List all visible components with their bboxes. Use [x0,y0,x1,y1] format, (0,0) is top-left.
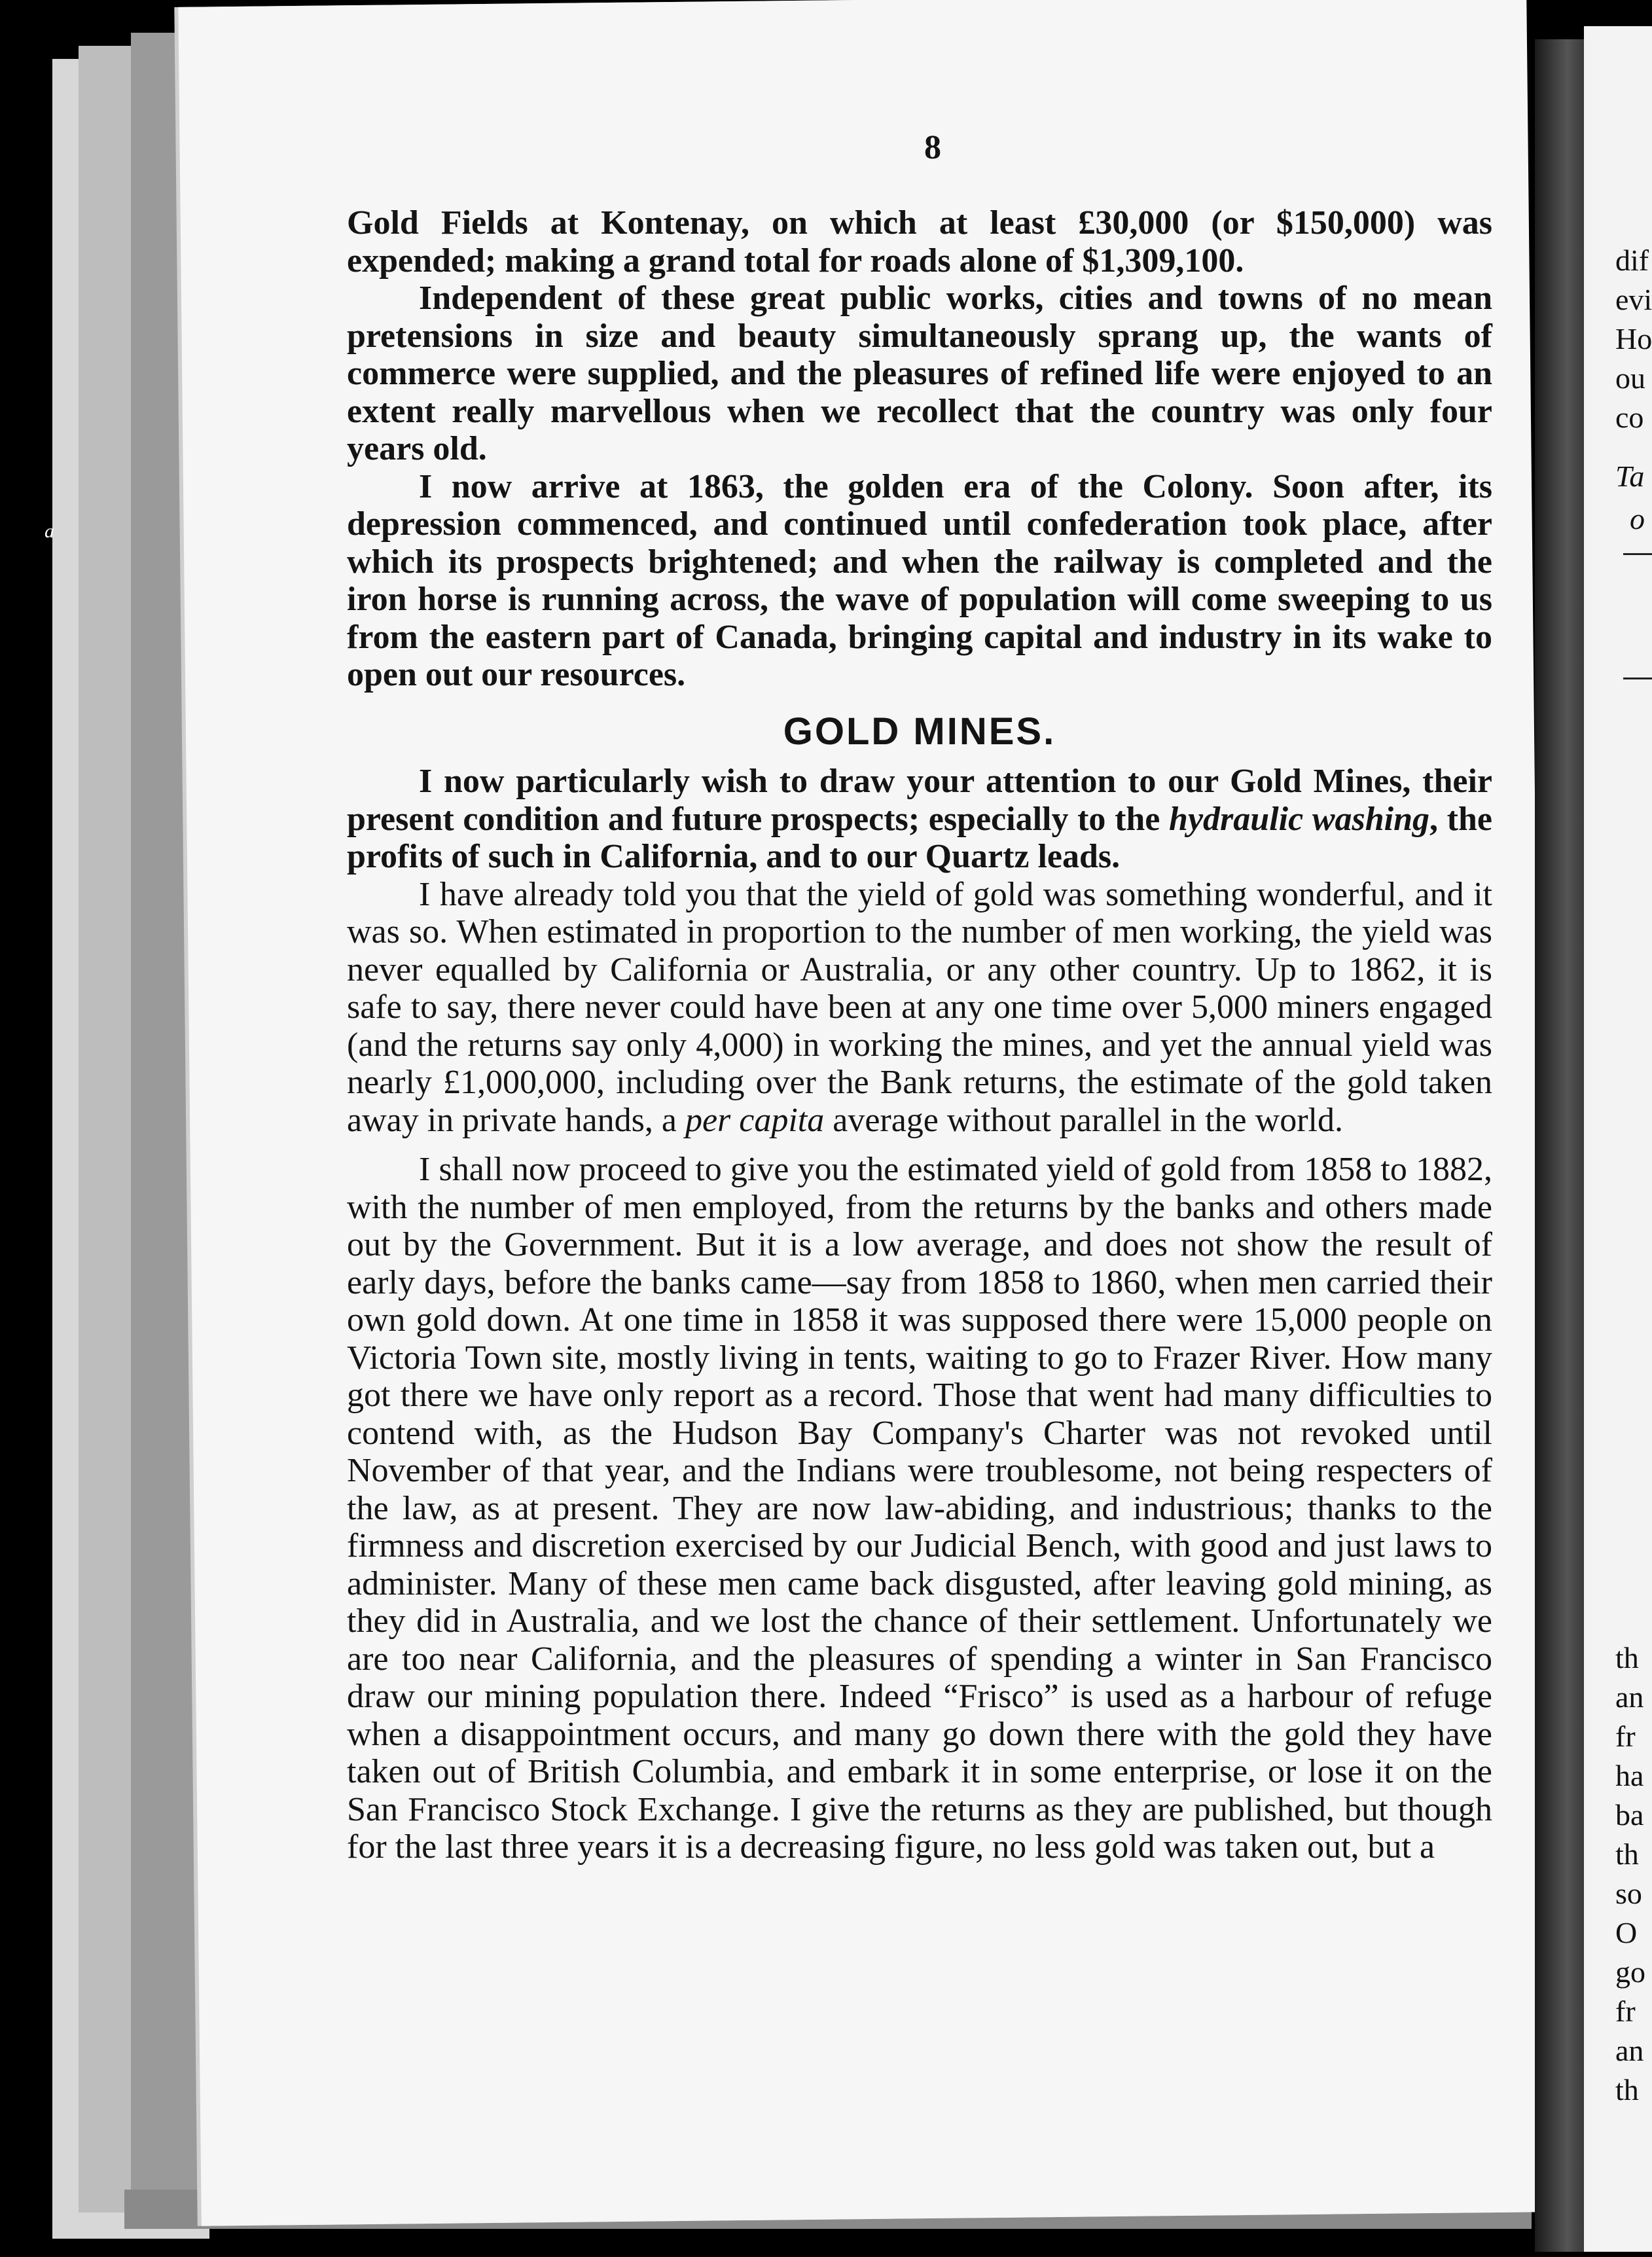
facing-fragment: ou [1615,361,1645,395]
facing-fragment-italic: Ta [1615,460,1645,493]
facing-fragment: go [1615,1955,1645,1989]
section-heading: GOLD MINES. [783,710,1056,753]
margin-mark: a [45,520,54,542]
paragraph-roads-total: Gold Fields at Kontenay, on which at least £30,000 (or $150,000) was expended; making a grand total for roads alone of $1,309,100. [347,204,1492,280]
facing-fragment: fr [1615,1720,1636,1753]
page-content [347,131,1492,1866]
facing-fragment: th [1615,2073,1639,2106]
paragraph-gold-yield [347,876,1492,1140]
facing-fragment: th [1615,1837,1639,1871]
facing-fragment: ha [1615,1759,1644,1792]
page-number: 8 [924,129,941,166]
facing-fragment: ba [1615,1798,1644,1832]
paragraph-golden-era: I now arrive at 1863, the golden era of the Colony. Soon after, its depression commenced, and continued until confederation took place, after which its prospects brightened; and when the railway is completed and the iron horse is running across, the wave of population will come sweeping to us from the eastern part of Canada, bringing capital and industry in its wake to open out our resources. [347,467,1492,693]
yield-text-end: average without parallel in the world. [824,1101,1343,1139]
intro-text-end: , the profits of such in California, and to our Quartz leads. [347,800,1492,876]
facing-fragment: an [1615,1680,1644,1714]
facing-rule [1623,553,1652,555]
facing-fragment: an [1615,2034,1644,2067]
facing-rule [1623,677,1652,679]
yield-italic-term: per capita [685,1101,825,1139]
intro-text-start: I now particularly wish to draw your attention to our Gold Mines, their present condition and future prospects; especially to the [347,763,1492,838]
facing-fragment: th [1615,1641,1639,1674]
paragraph-gold-mines-intro [347,763,1492,876]
facing-fragment: co [1615,401,1644,434]
paragraph-estimated-yield: I shall now proceed to give you the estimated yield of gold from 1858 to 1882, with the number of men employed, from the returns by the banks and others made out by the Government. But it is a low average, and does not show the result of early days, before the banks came—say from 1858 to 1860, when men carried their own gold down. At one time in 1858 it was supposed there were 15,000 people on Victoria Town site, mostly living in tents, waiting to go to Frazer River. How many got there we have only report as a record. Those that went had many difficulties to contend with, as the Hudson Bay Company's Charter was not revoked until November of that year, and the Indians were troublesome, not being respecters of the law, as at present. They are now law-abiding, and industrious; thanks to the firmness and discretion exercised by our Judicial Bench, with good and just laws to administer. Many of these men came back disgusted, after leaving gold mining, as they did in Australia, and we lost the chance of their settlement. Unfortunately we are too near California, and the pleasures of spending a winter in San Francisco draw our mining population there. Indeed “Frisco” is used as a harbour of refuge when a disappointment occurs, and many go down there with the gold they have taken out of British Columbia, and embark it in some enterprise, or lose it on the San Francisco Stock Exchange. I give the returns as they are published, but though for the last three years it is a decreasing figure, no less gold was taken out, but a [347,1151,1492,1866]
facing-fragment: so [1615,1877,1642,1910]
facing-fragment: dif [1615,244,1649,277]
facing-fragment: Ho [1615,322,1652,355]
intro-italic-term: hydraulic washing [1169,800,1430,838]
facing-fragment: evi [1615,283,1652,316]
facing-fragment-italic: o [1630,502,1645,535]
yield-text-start: I have already told you that the yield of gold was something wonderful, and it was so. When estimated in proportion to the number of men working, the yield was never equalled by California or Australia, or any other country. Up to 1862, it is safe to say, there never could have been at any one time over 5,000 miners engaged (and the returns say only 4,000) in working the mines, and yet the annual yield was nearly £1,000,000, including over the Bank returns, the estimate of the gold taken away in private hands, a [347,875,1492,1139]
facing-fragment: fr [1615,1995,1636,2028]
paragraph-public-works: Independent of these great public works, cities and towns of no mean pretensions in size and beauty simultaneously sprang up, the wants of commerce were supplied, and the pleasures of refined life were enjoyed to an extent really marvellous when we recollect that the country was only four years old. [347,280,1492,467]
facing-fragment: O [1615,1916,1638,1949]
facing-page-edge [1584,26,1652,2252]
